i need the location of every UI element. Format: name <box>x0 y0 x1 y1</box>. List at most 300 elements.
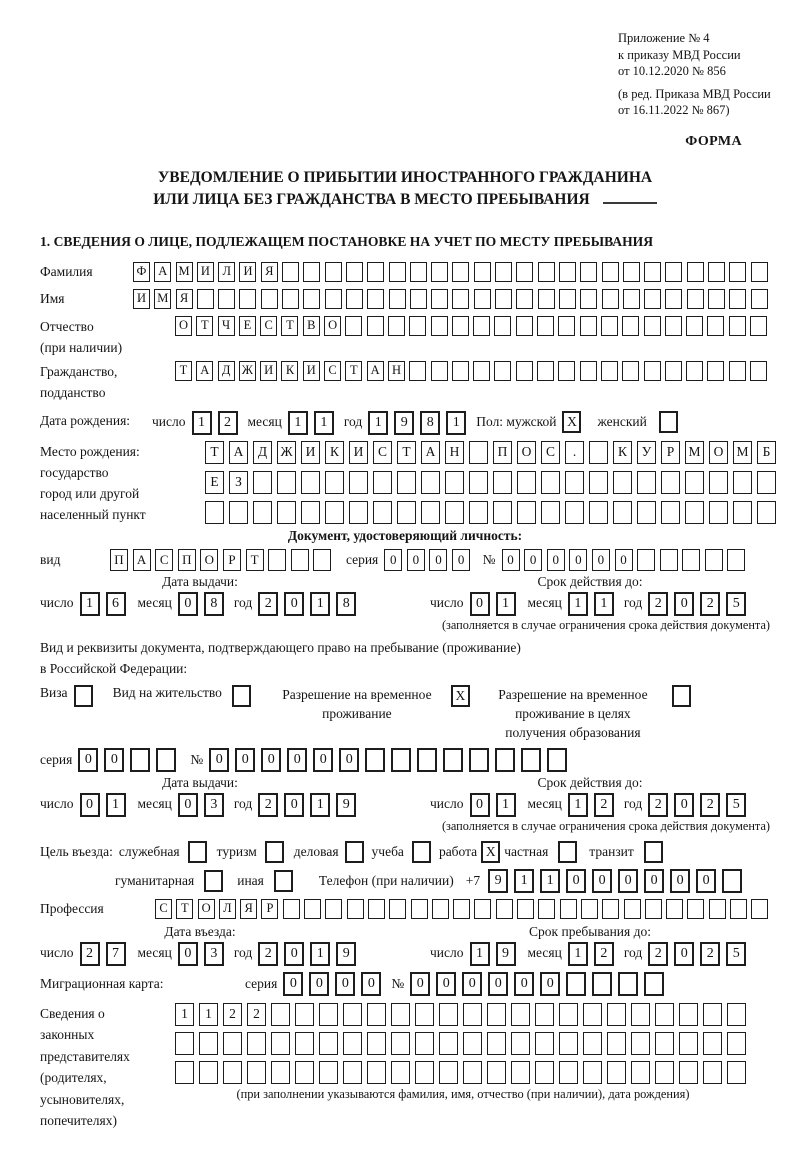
char-cell <box>415 1032 434 1055</box>
char-cell: Д <box>253 441 272 464</box>
doc-number-sign: № <box>482 551 496 567</box>
char-cell: 1 <box>568 592 588 616</box>
appendix-line-1: Приложение № 4 <box>618 31 710 45</box>
char-cell <box>538 262 555 282</box>
char-cell <box>583 1061 602 1084</box>
char-cell: 8 <box>336 592 356 616</box>
char-cell: 9 <box>336 942 356 966</box>
appendix-block <box>618 30 770 119</box>
checkbox-male: X <box>562 411 581 433</box>
given-name-label: Имя <box>40 290 65 306</box>
char-cell <box>687 289 704 309</box>
char-cell <box>583 1032 602 1055</box>
char-cell <box>303 262 320 282</box>
char-cell <box>511 1061 530 1084</box>
char-cell: 1 <box>568 942 588 966</box>
field-representatives <box>40 1003 770 1132</box>
birth-day-cells <box>192 411 244 435</box>
char-cell: П <box>110 549 128 571</box>
char-cell <box>602 262 619 282</box>
char-cell <box>631 1061 650 1084</box>
char-cell <box>607 1032 626 1055</box>
char-cell <box>665 361 682 381</box>
gender-male-label: Пол: мужской <box>476 413 557 429</box>
char-cell: 1 <box>199 1003 218 1026</box>
char-cell <box>644 262 661 282</box>
char-cell: 0 <box>104 748 124 772</box>
char-cell: 1 <box>175 1003 194 1026</box>
checkbox-visa <box>74 685 93 707</box>
char-cell <box>516 262 533 282</box>
char-cell: 1 <box>310 942 330 966</box>
char-cell <box>727 1032 746 1055</box>
char-cell: В <box>303 316 320 336</box>
char-cell: 0 <box>540 972 560 996</box>
birth-date-label: Дата рождения: <box>40 412 131 428</box>
char-cell <box>687 899 704 919</box>
char-cell <box>199 1061 218 1084</box>
char-cell <box>367 1003 386 1026</box>
char-cell: Л <box>218 262 235 282</box>
char-cell: 1 <box>594 592 614 616</box>
field-surname <box>40 262 770 282</box>
permit-series-label: серия <box>40 751 73 767</box>
char-cell: С <box>373 441 392 464</box>
char-cell <box>389 262 406 282</box>
birth-year-cells <box>368 411 472 435</box>
permit-issue-year <box>258 793 362 817</box>
char-cell: 0 <box>261 748 281 772</box>
stay-month-cells <box>568 942 620 966</box>
char-cell: 2 <box>594 793 614 817</box>
char-cell: 1 <box>314 411 334 435</box>
char-cell <box>431 361 448 381</box>
char-cell <box>644 316 661 336</box>
char-cell: Е <box>205 471 224 494</box>
char-cell: 1 <box>80 592 100 616</box>
char-cell: 0 <box>452 549 470 571</box>
char-cell <box>703 1032 722 1055</box>
char-cell <box>439 1003 458 1026</box>
char-cell <box>415 1061 434 1084</box>
permit-issue-month <box>178 793 230 817</box>
char-cell <box>253 471 272 494</box>
residence-doc-line1: Вид и реквизиты документа, подтверждающего право на пребывание (проживание) <box>40 639 521 655</box>
phone-cells <box>488 869 748 893</box>
given-name-cells <box>133 289 772 309</box>
char-cell <box>709 501 728 524</box>
char-cell: С <box>155 549 173 571</box>
char-cell: 1 <box>514 869 534 893</box>
char-cell <box>277 471 296 494</box>
char-cell <box>517 899 534 919</box>
char-cell <box>391 748 411 772</box>
char-cell <box>558 361 575 381</box>
birth-month-cells <box>288 411 340 435</box>
char-cell <box>729 316 746 336</box>
char-cell: 0 <box>696 869 716 893</box>
char-cell <box>637 501 656 524</box>
char-cell <box>644 289 661 309</box>
char-cell <box>559 262 576 282</box>
char-cell: И <box>349 441 368 464</box>
char-cell: 2 <box>594 942 614 966</box>
char-cell <box>325 471 344 494</box>
char-cell: 0 <box>514 972 534 996</box>
char-cell: 0 <box>470 592 490 616</box>
char-cell <box>602 899 619 919</box>
char-cell <box>496 899 513 919</box>
char-cell <box>733 501 752 524</box>
char-cell <box>705 549 723 571</box>
checkbox-residence-permit <box>232 685 251 707</box>
char-cell <box>727 1003 746 1026</box>
valid-until-heading: Срок действия до: <box>537 573 643 589</box>
option-visa: Виза <box>40 685 93 707</box>
char-cell <box>431 262 448 282</box>
char-cell <box>349 471 368 494</box>
identity-doc-note: (заполняется в случае ограничения срока действия документа) <box>441 617 770 632</box>
profession-cells <box>155 899 773 919</box>
char-cell <box>727 1061 746 1084</box>
char-cell <box>313 549 331 571</box>
char-cell <box>645 899 662 919</box>
char-cell <box>347 899 364 919</box>
char-cell: 0 <box>462 972 482 996</box>
field-given-name <box>40 289 770 309</box>
char-cell <box>644 361 661 381</box>
char-cell <box>709 471 728 494</box>
char-cell: 0 <box>436 972 456 996</box>
char-cell: 0 <box>429 549 447 571</box>
section1-heading: 1. СВЕДЕНИЯ О ЛИЦЕ, ПОДЛЕЖАЩЕМ ПОСТАНОВКЕ НА УЧЕТ ПО МЕСТУ ПРЕБЫВАНИЯ <box>40 233 654 249</box>
char-cell: 2 <box>80 942 100 966</box>
char-cell <box>644 972 664 996</box>
char-cell <box>391 1032 410 1055</box>
char-cell <box>487 1061 506 1084</box>
char-cell: С <box>324 361 341 381</box>
residence-doc-note: (заполняется в случае ограничения срока действия документа) <box>441 818 770 833</box>
char-cell <box>535 1003 554 1026</box>
char-cell: Т <box>246 549 264 571</box>
char-cell <box>397 471 416 494</box>
char-cell <box>623 289 640 309</box>
char-cell <box>156 748 176 772</box>
char-cell <box>261 289 278 309</box>
identity-valid-month <box>568 592 620 616</box>
char-cell <box>493 501 512 524</box>
char-cell <box>751 262 768 282</box>
char-cell <box>602 289 619 309</box>
char-cell: 0 <box>488 972 508 996</box>
char-cell: 0 <box>80 793 100 817</box>
char-cell <box>367 289 384 309</box>
char-cell: А <box>133 549 151 571</box>
char-cell <box>175 1032 194 1055</box>
char-cell <box>601 316 618 336</box>
char-cell: П <box>178 549 196 571</box>
char-cell <box>517 471 536 494</box>
char-cell <box>537 361 554 381</box>
char-cell <box>432 899 449 919</box>
char-cell <box>665 289 682 309</box>
char-cell <box>452 316 469 336</box>
char-cell: Н <box>445 441 464 464</box>
char-cell: К <box>281 361 298 381</box>
char-cell: А <box>229 441 248 464</box>
char-cell <box>495 289 512 309</box>
char-cell <box>727 549 745 571</box>
residence-doc-line2: в Российской Федерации: <box>40 660 188 676</box>
char-cell: 0 <box>283 972 303 996</box>
char-cell: 0 <box>384 549 402 571</box>
char-cell: 0 <box>502 549 520 571</box>
char-cell <box>685 471 704 494</box>
char-cell <box>622 361 639 381</box>
char-cell <box>547 748 567 772</box>
char-cell <box>729 289 746 309</box>
char-cell: 6 <box>106 592 126 616</box>
char-cell: А <box>367 361 384 381</box>
char-cell: 0 <box>547 549 565 571</box>
doc-number-cells <box>502 549 751 571</box>
char-cell <box>389 289 406 309</box>
char-cell <box>474 262 491 282</box>
char-cell <box>589 441 608 464</box>
char-cell: 8 <box>204 592 224 616</box>
char-cell: К <box>325 441 344 464</box>
checkbox-temp-residence-education <box>672 685 691 707</box>
char-cell <box>751 289 768 309</box>
char-cell <box>431 316 448 336</box>
revision-line-1: (в ред. Приказа МВД России <box>618 86 771 101</box>
char-cell <box>535 1032 554 1055</box>
char-cell: О <box>198 899 215 919</box>
char-cell: 2 <box>648 793 668 817</box>
profession-label: Профессия <box>40 900 104 916</box>
char-cell <box>613 501 632 524</box>
field-identity-doc <box>40 549 770 571</box>
char-cell <box>445 501 464 524</box>
char-cell: М <box>733 441 752 464</box>
char-cell: О <box>324 316 341 336</box>
checkbox-other <box>274 870 293 892</box>
char-cell <box>661 501 680 524</box>
option-temp-residence-education: Разрешение на временное проживание в целях получения образования <box>482 685 691 742</box>
char-cell <box>325 289 342 309</box>
char-cell: И <box>239 262 256 282</box>
char-cell: М <box>685 441 704 464</box>
char-cell <box>665 262 682 282</box>
char-cell <box>239 289 256 309</box>
char-cell <box>282 289 299 309</box>
blank-underline <box>603 189 657 204</box>
identity-issue-col: Дата выдачи: число 1 6 месяц 0 8 год 2 0 1 8 <box>40 574 430 616</box>
char-cell <box>349 501 368 524</box>
entry-year-cells <box>258 942 362 966</box>
char-cell <box>679 1032 698 1055</box>
patronymic-label: Отчество (при наличии) <box>40 318 123 355</box>
char-cell: 0 <box>670 869 690 893</box>
entry-purpose-label: Цель въезда: <box>40 843 113 859</box>
char-cell: 9 <box>336 793 356 817</box>
char-cell <box>750 361 767 381</box>
char-cell <box>517 501 536 524</box>
char-cell: Н <box>388 361 405 381</box>
char-cell <box>707 361 724 381</box>
char-cell <box>421 501 440 524</box>
representatives-footnote: (при заполнении указываются фамилия, имя, отчество (при наличии), дата рождения) <box>236 1086 690 1101</box>
field-migration-card <box>40 972 770 996</box>
char-cell: 0 <box>644 869 664 893</box>
char-cell <box>391 1061 410 1084</box>
char-cell <box>291 549 309 571</box>
char-cell: 0 <box>674 793 694 817</box>
revision-line-2: от 16.11.2022 № 867) <box>618 103 730 117</box>
field-profession <box>40 899 770 919</box>
char-cell: Р <box>223 549 241 571</box>
entry-stay-dates: Дата въезда: число 2 7 месяц 0 3 год 2 0 1 9 Срок пребывания до: число 1 9 месяц 1 2 год 2 0 2 5 <box>40 924 770 966</box>
char-cell: О <box>709 441 728 464</box>
entry-month-cells <box>178 942 230 966</box>
form-title-line1: УВЕДОМЛЕНИЕ О ПРИБЫТИИ ИНОСТРАННОГО ГРАЖДАНИНА <box>157 168 653 186</box>
char-cell <box>473 316 490 336</box>
char-cell: 9 <box>488 869 508 893</box>
representatives-label: Сведения о законных представителях (родителях, усыновителях, попечителях) <box>40 1005 130 1128</box>
migration-number-sign: № <box>391 975 405 991</box>
birth-place-row1 <box>205 441 781 464</box>
char-cell <box>666 899 683 919</box>
day-label: число <box>152 413 186 429</box>
char-cell <box>559 1032 578 1055</box>
char-cell: 0 <box>339 748 359 772</box>
char-cell: И <box>301 441 320 464</box>
char-cell <box>325 262 342 282</box>
representatives-cells-block <box>175 1003 751 1102</box>
phone-label: Телефон (при наличии) <box>318 872 454 888</box>
char-cell: Т <box>281 316 298 336</box>
char-cell: 0 <box>78 748 98 772</box>
char-cell: Д <box>218 361 235 381</box>
identity-issue-year <box>258 592 362 616</box>
char-cell: 5 <box>726 793 746 817</box>
char-cell: 8 <box>420 411 440 435</box>
char-cell <box>452 289 469 309</box>
char-cell: Т <box>397 441 416 464</box>
char-cell: Т <box>205 441 224 464</box>
char-cell: 2 <box>648 592 668 616</box>
char-cell <box>439 1061 458 1084</box>
checkbox-temp-residence: X <box>451 685 470 707</box>
char-cell: 2 <box>247 1003 266 1026</box>
char-cell <box>655 1003 674 1026</box>
char-cell <box>631 1003 650 1026</box>
char-cell <box>175 1061 194 1084</box>
char-cell <box>535 1061 554 1084</box>
doc-type-cells <box>110 549 336 571</box>
char-cell: 2 <box>700 793 720 817</box>
char-cell <box>637 471 656 494</box>
checkbox-work: X <box>481 841 500 863</box>
char-cell <box>445 471 464 494</box>
char-cell <box>319 1032 338 1055</box>
char-cell <box>687 262 704 282</box>
field-purpose-row2-phone: гуманитарная иная Телефон (при наличии) +7 9 1 1 0 0 0 0 0 0 <box>40 869 770 893</box>
char-cell <box>439 1032 458 1055</box>
char-cell <box>521 748 541 772</box>
char-cell: М <box>176 262 193 282</box>
form-title-line2-wrap <box>40 189 770 211</box>
char-cell: 1 <box>540 869 560 893</box>
surname-label: Фамилия <box>40 263 93 279</box>
checkbox-business-trip <box>188 841 207 863</box>
char-cell <box>367 1061 386 1084</box>
char-cell <box>415 1003 434 1026</box>
char-cell <box>304 899 321 919</box>
char-cell <box>516 361 533 381</box>
char-cell: 0 <box>178 793 198 817</box>
char-cell: 0 <box>178 592 198 616</box>
char-cell: 1 <box>470 942 490 966</box>
char-cell: З <box>229 471 248 494</box>
char-cell: 0 <box>335 972 355 996</box>
char-cell: 0 <box>618 869 638 893</box>
char-cell <box>558 316 575 336</box>
char-cell <box>469 441 488 464</box>
char-cell <box>452 262 469 282</box>
char-cell <box>295 1003 314 1026</box>
char-cell <box>661 471 680 494</box>
char-cell <box>494 316 511 336</box>
char-cell: О <box>200 549 218 571</box>
char-cell <box>205 501 224 524</box>
entry-day-cells <box>80 942 132 966</box>
char-cell <box>631 1032 650 1055</box>
char-cell <box>325 501 344 524</box>
char-cell: 2 <box>258 592 278 616</box>
char-cell <box>453 899 470 919</box>
char-cell: А <box>154 262 171 282</box>
char-cell <box>409 316 426 336</box>
issue-date-heading: Дата выдачи: <box>162 573 238 589</box>
char-cell <box>538 899 555 919</box>
char-cell <box>581 899 598 919</box>
char-cell <box>559 289 576 309</box>
identity-valid-col: Срок действия до: число 0 1 месяц 1 1 год 2 0 2 5 <box>430 574 770 616</box>
char-cell: 0 <box>615 549 633 571</box>
char-cell <box>580 289 597 309</box>
checkbox-private <box>558 841 577 863</box>
char-cell: Р <box>661 441 680 464</box>
migration-series-cells <box>283 972 387 996</box>
char-cell <box>474 289 491 309</box>
field-entry-purpose: Цель въезда: служебная туризм деловая учеба работа X частная транзит <box>40 841 770 863</box>
month-label: месяц <box>247 413 282 429</box>
char-cell <box>130 748 150 772</box>
char-cell: 0 <box>284 793 304 817</box>
migration-number-cells <box>410 972 670 996</box>
char-cell <box>655 1032 674 1055</box>
char-cell <box>538 289 555 309</box>
permit-valid-year <box>648 793 752 817</box>
char-cell: 2 <box>258 942 278 966</box>
char-cell: 2 <box>218 411 238 435</box>
char-cell <box>511 1003 530 1026</box>
identity-doc-dates <box>40 574 770 616</box>
char-cell: Ф <box>133 262 150 282</box>
residence-doc-dates: Дата выдачи: число 0 1 месяц 0 3 год 2 0 1 9 Срок действия до: число 0 1 месяц 1 2 год 2 0 2 5 <box>40 775 770 817</box>
citizenship-cells <box>175 361 771 381</box>
